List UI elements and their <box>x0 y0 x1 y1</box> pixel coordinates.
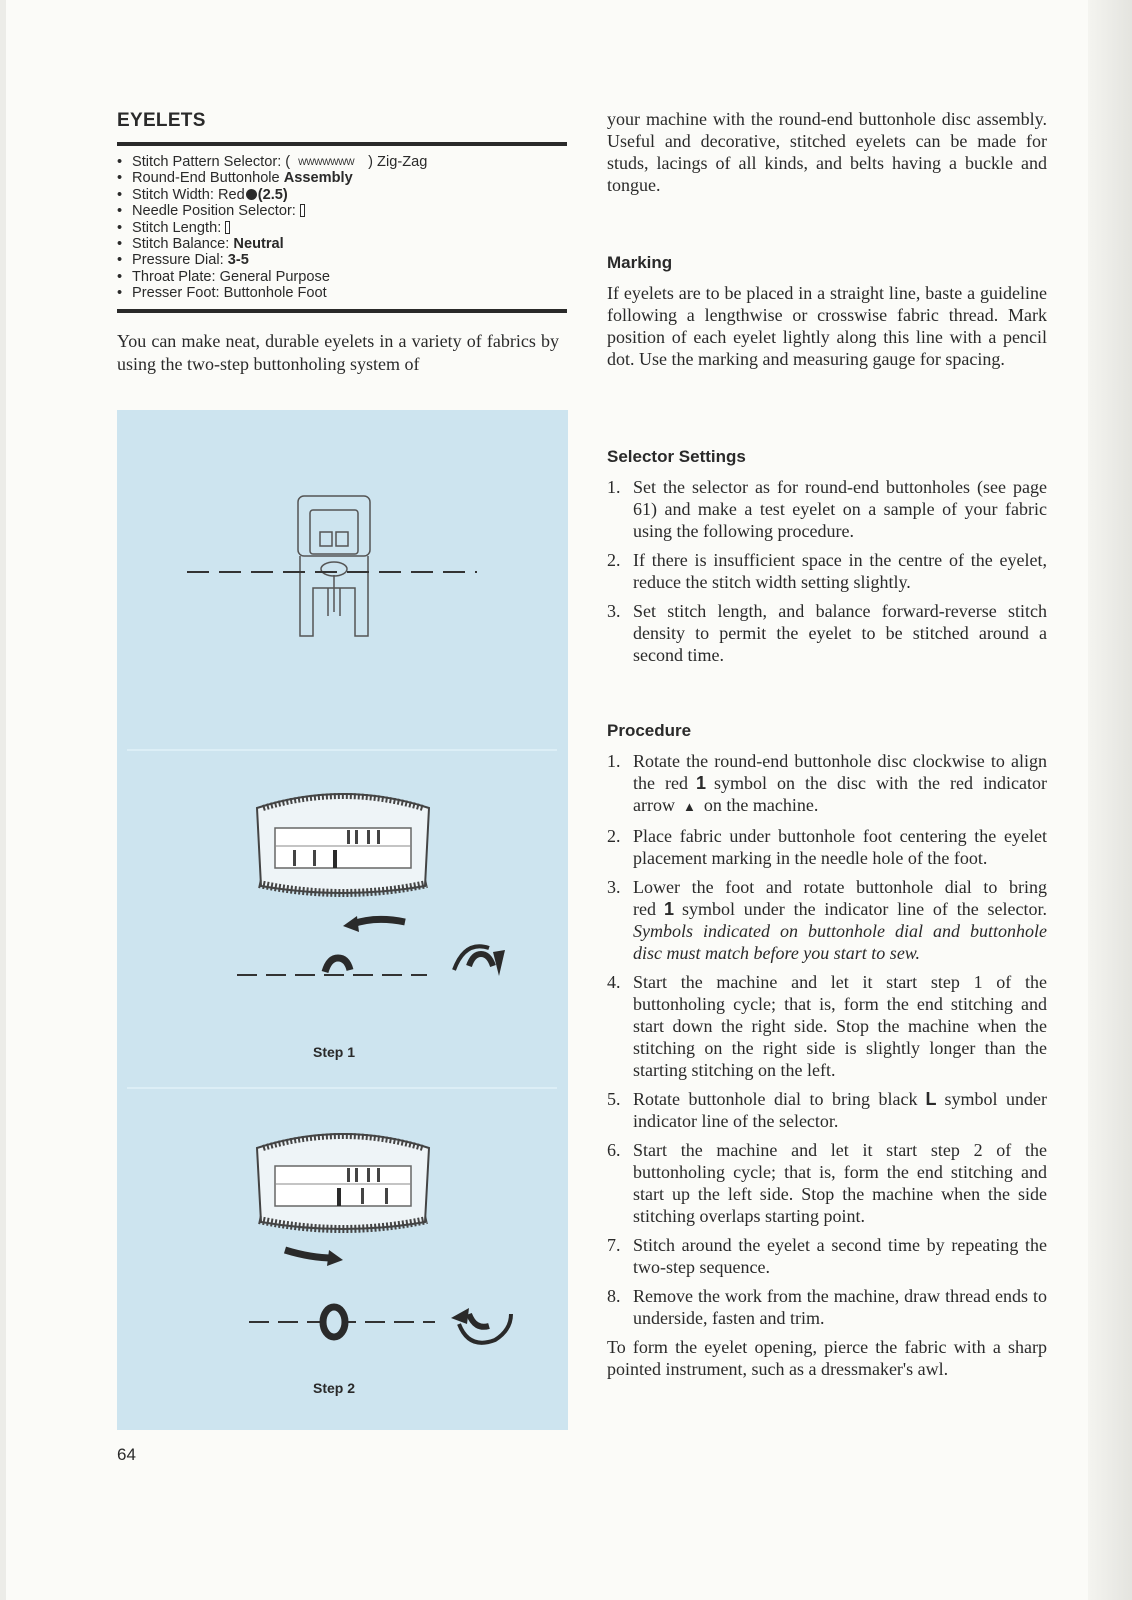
procedure-heading: Procedure <box>607 721 692 740</box>
step-2-label: Step 2 <box>313 1380 356 1396</box>
partial-eyelet-icon <box>325 958 350 972</box>
buttonhole-dial-icon <box>257 794 429 893</box>
procedure-list <box>607 750 1047 1329</box>
length-bar-icon <box>225 221 230 234</box>
bottom-rule <box>117 309 567 313</box>
setting-pressure: • Pressure Dial: 3-5 <box>117 252 567 268</box>
selector-heading: Selector Settings <box>607 447 746 466</box>
arrowhead <box>343 916 359 932</box>
list-item: 2. If there is insufficient space in the centre of the eyelet, reduce the stitch width setting slightly. <box>607 550 1047 592</box>
page-edge <box>1088 0 1132 1600</box>
clockwise-arrow-icon <box>285 1250 333 1258</box>
buttonhole-dial-icon <box>257 1134 429 1229</box>
setting-foot: • Presser Foot: Buttonhole Foot <box>117 285 567 301</box>
list-item: 3. Lower the foot and rotate buttonhole dial to bring red 1 symbol under the indicator line of the selector. Symbols indicated on buttonhole dial and buttonhole disc must match before you start to sew. <box>607 877 1047 963</box>
setting-width: • Stitch Width: Red (2.5) <box>117 187 567 203</box>
list-item: 5. Rotate buttonhole dial to bring black L symbol under indicator line of the selector. <box>607 1089 1047 1131</box>
black-l-symbol: L <box>925 1089 937 1109</box>
full-eyelet-icon <box>323 1307 345 1337</box>
list-item: 3. Set stitch length, and balance forward-reverse stitch density to permit the eyelet to be stitched around a second time. <box>607 601 1047 665</box>
list-item: 4. Start the machine and let it start step 1 of the buttonholing cycle; that is, form the end stitching and start down the right side. Stop the machine when the stitching on the right side is slightly longer than the starting stitching on the left. <box>607 972 1047 1080</box>
setting-needle: • Needle Position Selector: <box>117 203 567 219</box>
page-number: 64 <box>117 1445 136 1464</box>
setting-length: • Stitch Length: <box>117 220 567 236</box>
buttonhole-foot-icon <box>298 496 370 636</box>
page-title: EYELETS <box>117 110 206 131</box>
continuation-block <box>607 108 1047 196</box>
top-rule <box>117 142 567 146</box>
marking-paragraph: If eyelets are to be placed in a straight line, baste a guideline following a lengthwise or crosswise fabric thread. Mark position of each eyelet lightly along this line with a pencil dot. Use the marking and measuring gauge for spacing. <box>607 283 1047 369</box>
step-1-label: Step 1 <box>313 1044 356 1060</box>
marking-block <box>607 282 1047 370</box>
setting-throat: • Throat Plate: General Purpose <box>117 269 567 285</box>
settings-list <box>117 154 567 302</box>
counterclockwise-arrow-icon <box>353 919 405 924</box>
setting-pattern: • Stitch Pattern Selector: ( WWWWWWW ) Zig-Zag <box>117 154 567 170</box>
continuation-paragraph: your machine with the round-end buttonhole disc assembly. Useful and decorative, stitched eyelets can be made for studs, lacings of all kinds, and belts having a buckle and tongue. <box>607 109 1047 195</box>
needle-center-icon <box>300 204 305 217</box>
intro-paragraph: You can make neat, durable eyelets in a variety of fabrics by using the two-step buttonholing system of <box>117 331 559 374</box>
list-item: 7. Stitch around the eyelet a second time by repeating the two-step sequence. <box>607 1235 1047 1277</box>
eyelet-illustration <box>117 410 568 1430</box>
list-item: 2. Place fabric under buttonhole foot centering the eyelet placement marking in the needle hole of the foot. <box>607 826 1047 868</box>
procedure-block <box>607 750 1047 1380</box>
marking-heading: Marking <box>607 253 673 272</box>
zigzag-symbol: WWWWWWW <box>298 157 355 167</box>
list-item: 8. Remove the work from the machine, draw thread ends to underside, fasten and trim. <box>607 1286 1047 1328</box>
closing-paragraph: To form the eyelet opening, pierce the fabric with a sharp pointed instrument, such as a dressmaker's awl. <box>607 1337 1047 1379</box>
list-item: 1. Set the selector as for round-end buttonholes (see page 61) and make a test eyelet on a sample of your fabric using the following procedure. <box>607 477 1047 541</box>
setting-disc: • Round-End Buttonhole Assembly <box>117 170 567 186</box>
red-1-symbol: 1 <box>663 899 674 919</box>
selector-block <box>607 476 1047 673</box>
arrowhead <box>451 1308 469 1324</box>
page-gutter <box>0 0 6 1600</box>
red-1-symbol: 1 <box>695 773 706 793</box>
selector-list <box>607 476 1047 666</box>
illustration-drawing <box>117 410 568 1430</box>
arrowhead <box>327 1250 343 1266</box>
list-item: 1. Rotate the round-end buttonhole disc clockwise to align the red 1 symbol on the disc with the red indicator arrow ▲ on the machine. <box>607 751 1047 815</box>
list-item: 6. Start the machine and let it start step 2 of the buttonholing cycle; that is, form the end stitching and start up the left side. Stop the machine when the side stitching overlaps starting point. <box>607 1140 1047 1226</box>
indicator-arrow-icon: ▲ <box>682 799 696 814</box>
red-dot-icon <box>246 189 257 200</box>
setting-balance: • Stitch Balance: Neutral <box>117 236 567 252</box>
